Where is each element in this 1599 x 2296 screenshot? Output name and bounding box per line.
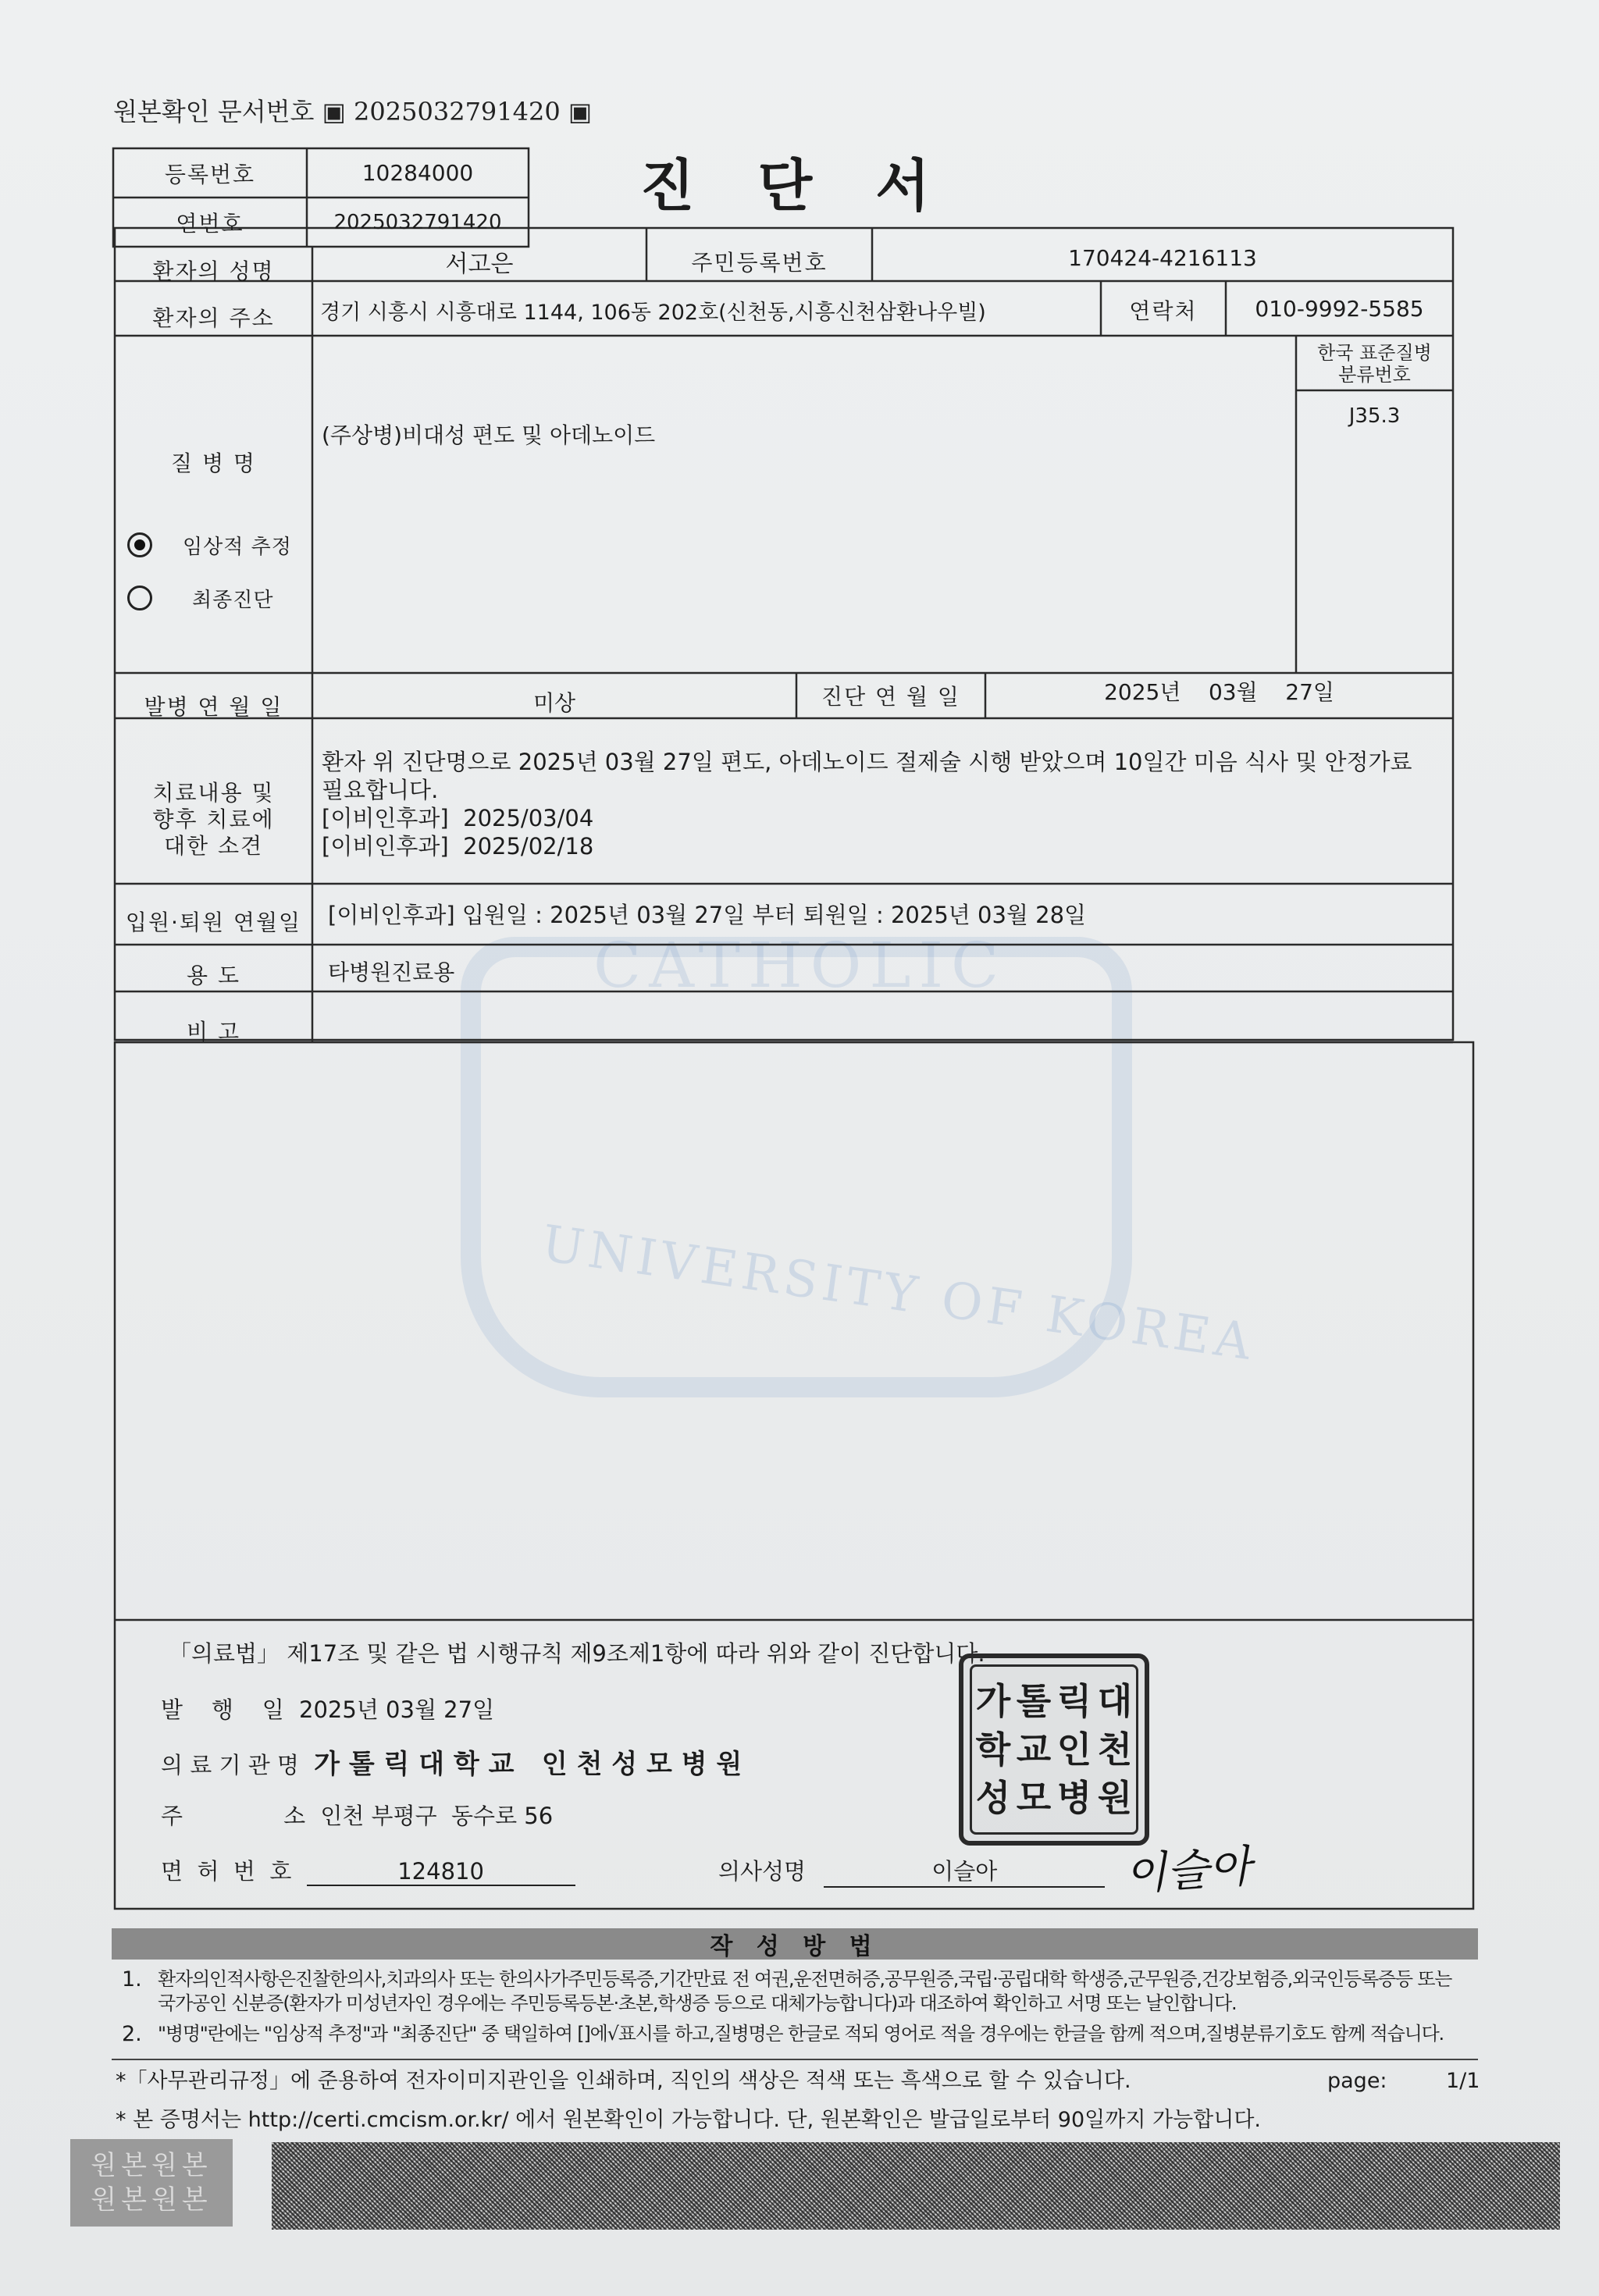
resident-number-label: 주민등록번호 [691,250,828,276]
contact-label: 연락처 [1129,298,1198,324]
admission-value: [이비인후과] 입원일 : 2025년 03월 27일 부터 퇴원일 : 2025년 03월 28일 [328,901,1087,928]
seal-char: 톨 [1016,1680,1052,1722]
treatment-line: 환자 위 진단명으로 2025년 03월 27일 편도, 아데노이드 절제술 시행 받았으며 10일간 미음 식사 및 안정가료 [322,749,1412,775]
footnote-seal-color: *「사무관리규정」에 준용하여 전자이미지관인을 인쇄하며, 직인의 색상은 적색 또는 흑색으로 할 수 있습니다. [116,2069,1131,2093]
instruction-line: 환자의인적사항은진찰한의사,치과의사 또는 한의사가주민등록증,기간만료 전 여권,운전면허증,공무원증,국립·공립대학 학생증,군무원증,건강보험증,외국인등록증등 또는 [158,1968,1452,1990]
document-number-label: 원본확인 문서번호 [113,97,315,126]
instructions-title: 작 성 방 법 [710,1933,880,1960]
disease-name-label: 질 병 명 [171,450,256,476]
checkbox-filled-icon: ▣ [322,97,354,126]
original-stamp [70,2139,233,2227]
patient-name-value: 서고은 [445,251,514,278]
registration-number-value: 10284000 [361,160,474,186]
checkbox-filled-icon: ▣ [568,97,593,126]
treatment-label-line-2: 향후 치료에 [152,806,275,832]
institution-address-value: 인천 부평구 동수로 56 [320,1803,554,1829]
purpose-value: 타병원진료용 [328,959,455,985]
onset-date-value: 미상 [532,690,576,716]
issue-date-value: 2025년 03월 27일 [299,1696,495,1723]
license-value: 124810 [307,1858,575,1886]
certification-statement: 「의료법」 제17조 및 같은 법 시행규칙 제9조제1항에 따라 위와 같이 진단합니다. [169,1640,985,1667]
radio-clinical-estimate-label: 임상적 추정 [183,536,292,559]
purpose-label: 용 도 [187,963,240,988]
watermark-top-text: CATHOLIC [593,929,1007,1002]
patient-address-label: 환자의 주소 [152,305,275,331]
disease-code-header: 한국 표준질병 분류번호 [1317,342,1432,386]
institution-value: 가 톨 릭 대 학 교 인 천 성 모 병 원 [314,1749,743,1780]
radio-final-diagnosis-label: 최종진단 [192,589,274,612]
license-label: 면 허 번 호 [161,1858,292,1885]
document-number-value: 2025032791420 [354,97,561,126]
instruction-number: 2. [122,2022,142,2046]
diagnosis-date-value: 2025년 03월 27일 [1104,679,1334,705]
treatment-line: [이비인후과] 2025/02/18 [322,833,594,860]
seal-char: 릭 [1056,1680,1092,1722]
seal-char: 학 [975,1728,1011,1771]
instruction-text: "병명"란에는 "임상적 추정"과 "최종진단" 중 택일하여 []에√표시를 하고,질병명은 한글로 적되 영어로 적을 경우에는 한글을 함께 적으며,질병분류기호도 함께 적습니다. [158,2023,1444,2045]
treatment-line: 필요합니다. [322,777,439,803]
treatment-label-line-1: 치료내용 및 [152,780,275,806]
seal-char: 교 [1016,1728,1052,1771]
patient-address-value: 경기 시흥시 시흥대로 1144, 106동 202호(신천동,시흥신천삼환나우빌) [320,300,986,325]
contact-value: 010-9992-5585 [1255,295,1424,322]
seal-char: 모 [1016,1777,1052,1819]
seal-char: 병 [1056,1777,1092,1819]
security-barcode-pattern [272,2142,1560,2230]
page-value: 1/1 [1446,2069,1480,2093]
page-label: page: [1327,2069,1387,2093]
serial-number-value: 2025032791420 [333,210,502,234]
treatment-line: [이비인후과] 2025/03/04 [322,805,594,831]
original-stamp-line: 원본원본 [91,2184,212,2216]
seal-char: 원 [1097,1777,1133,1819]
seal-char: 대 [1097,1680,1133,1722]
seal-char: 천 [1097,1728,1133,1771]
instruction-line: 국가공인 신분증(환자가 미성년자인 경우에는 주민등록등본·초본,학생증 등으로 대체가능합니다)과 대조하여 확인하고 서명 또는 날인합니다. [158,1992,1237,2014]
instruction-number: 1. [122,1967,142,1992]
institution-label: 의 료 기 관 명 [161,1752,299,1778]
registration-number-label: 등록번호 [164,161,256,187]
seal-char: 인 [1056,1728,1092,1771]
treatment-label-line-3: 대한 소견 [163,833,264,859]
institution-address-label: 주 소 [161,1803,306,1829]
disease-code-value: J35.3 [1348,404,1401,428]
diagnosis-date-label: 진단 연 월 일 [821,684,960,710]
serial-number-label: 연번호 [176,210,244,237]
document-title: 진 단 서 [640,152,952,219]
doctor-name-value: 이슬아 [824,1854,1105,1888]
resident-number-value: 170424-4216113 [1068,244,1257,271]
remarks-label: 비 고 [187,1019,240,1045]
admission-label: 입원·퇴원 연월일 [125,910,302,935]
footnote-verification: * 본 증명서는 http://certi.cmcism.or.kr/ 에서 원본확인이 가능합니다. 단, 원본확인은 발급일로부터 90일까지 가능합니다. [116,2108,1261,2132]
onset-date-label: 발병 연 월 일 [144,694,283,720]
original-stamp-line: 원본원본 [91,2150,212,2181]
watermark-text: UNIVERSITY OF KOREA [538,1215,1259,1372]
patient-name-label: 환자의 성명 [152,258,275,284]
diagnosis-text: (주상병)비대성 편도 및 아데노이드 [322,422,656,448]
seal-char: 가 [975,1680,1011,1722]
doctor-label: 의사성명 [718,1858,807,1885]
seal-char: 성 [975,1777,1011,1819]
doctor-signature: 이슬아 [1123,1841,1253,1901]
issue-date-label: 발 행 일 [161,1696,284,1723]
